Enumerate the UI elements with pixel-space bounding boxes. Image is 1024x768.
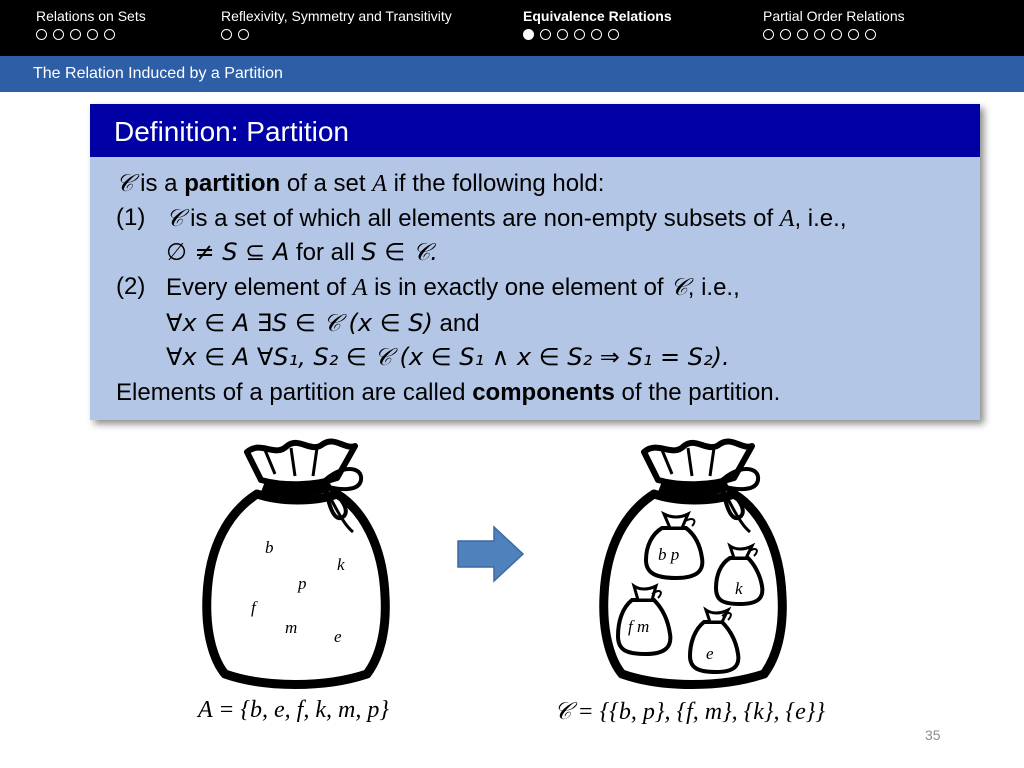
definition-text: , i.e., <box>687 274 740 301</box>
nav-dots <box>36 29 121 40</box>
nav-section-title[interactable]: Equivalence Relations <box>523 8 672 24</box>
nav-dots <box>523 29 625 40</box>
set-formula <box>198 697 389 724</box>
nav-slide-dot[interactable] <box>780 29 791 40</box>
math-expression: S ∈ 𝒞. <box>361 238 438 266</box>
nav-slide-dot[interactable] <box>221 29 232 40</box>
math-expression: ∀x ∈ A ∃S ∈ 𝒞 (x ∈ S) <box>166 309 433 337</box>
definition-text: is in exactly one element of <box>367 274 671 301</box>
definition-term: components <box>472 379 615 406</box>
element-label: p <box>298 574 307 593</box>
set-symbol: A <box>352 275 368 301</box>
nav-slide-dot[interactable] <box>238 29 249 40</box>
page-number: 35 <box>925 727 941 743</box>
definition-text: if the following hold: <box>386 170 605 197</box>
component-label: f m <box>628 617 650 636</box>
subsection-bar <box>0 56 1024 92</box>
set-symbol: A <box>372 171 387 197</box>
nav-slide-dot[interactable] <box>797 29 808 40</box>
element-label: m <box>285 618 298 637</box>
nav-slide-dot[interactable] <box>763 29 774 40</box>
definition-title: Definition: Partition <box>114 116 350 147</box>
element-label: k <box>337 555 345 574</box>
partition-bag-illustration <box>592 436 792 696</box>
condition-number: (1) <box>116 204 146 231</box>
nav-slide-dot[interactable] <box>591 29 602 40</box>
math-expression: 𝒞 = {{b, p}, {f, m}, {k}, {e}} <box>554 699 825 725</box>
nav-dots <box>221 29 255 40</box>
component-label: b p <box>658 545 680 564</box>
nav-slide-dot[interactable] <box>848 29 859 40</box>
nav-slide-dot[interactable] <box>831 29 842 40</box>
definition-text: is a <box>133 170 185 197</box>
subsection-title[interactable]: The Relation Induced by a Partition <box>33 65 283 82</box>
nav-slide-dot[interactable] <box>865 29 876 40</box>
element-label: b <box>265 538 274 557</box>
definition-line-5 <box>166 308 480 339</box>
nav-section-title[interactable]: Relations on Sets <box>36 8 146 24</box>
nav-slide-dot[interactable] <box>574 29 585 40</box>
partition-symbol: 𝒞 <box>670 273 688 301</box>
element-label: e <box>334 627 342 646</box>
nav-slide-dot[interactable] <box>87 29 98 40</box>
definition-text: of a set <box>280 170 373 197</box>
set-bag-illustration <box>195 436 395 696</box>
math-expression: ∅ ≠ S ⊆ A <box>166 238 290 266</box>
definition-text: for all <box>289 239 362 266</box>
nav-slide-dot[interactable] <box>53 29 64 40</box>
definition-line-4 <box>116 272 145 302</box>
definition-line-3 <box>166 237 438 268</box>
definition-line-4-text <box>166 272 740 303</box>
nav-slide-dot[interactable] <box>523 29 534 40</box>
partition-symbol: 𝒞 <box>166 204 184 232</box>
definition-block <box>90 104 980 420</box>
component-label: k <box>735 579 743 598</box>
nav-dots <box>763 29 882 40</box>
top-navigation <box>0 0 1024 56</box>
definition-line-6 <box>166 342 730 373</box>
set-symbol: A <box>779 206 795 232</box>
definition-line-7 <box>116 378 780 408</box>
definition-text: of the partition. <box>614 379 781 406</box>
definition-text: , i.e., <box>794 205 847 232</box>
element-label: f <box>251 598 256 617</box>
definition-text: and <box>432 310 480 337</box>
partition-symbol: 𝒞 <box>116 169 134 197</box>
definition-text: Elements of a partition are called <box>116 379 473 406</box>
nav-slide-dot[interactable] <box>557 29 568 40</box>
nav-section-title[interactable]: Reflexivity, Symmetry and Transitivity <box>221 8 452 24</box>
definition-text: Every element of <box>166 274 353 301</box>
nav-section-title[interactable]: Partial Order Relations <box>763 8 905 24</box>
math-expression: ∀x ∈ A ∀S₁, S₂ ∈ 𝒞 (x ∈ S₁ ∧ x ∈ S₂ ⇒ S₁ = S₂). <box>166 343 730 371</box>
nav-slide-dot[interactable] <box>104 29 115 40</box>
component-label: e <box>706 644 714 663</box>
math-expression: A = {b, e, f, k, m, p} <box>198 697 389 723</box>
partition-formula <box>554 699 825 726</box>
definition-line-1 <box>116 168 604 199</box>
nav-slide-dot[interactable] <box>608 29 619 40</box>
condition-number: (2) <box>116 273 146 300</box>
nav-slide-dot[interactable] <box>70 29 81 40</box>
nav-slide-dot[interactable] <box>814 29 825 40</box>
definition-line-2 <box>116 203 145 233</box>
definition-header <box>90 104 980 157</box>
definition-line-2-text <box>166 203 847 234</box>
arrow-right-icon <box>456 525 526 583</box>
definition-term: partition <box>184 170 281 197</box>
nav-slide-dot[interactable] <box>540 29 551 40</box>
nav-slide-dot[interactable] <box>36 29 47 40</box>
definition-text: is a set of which all elements are non-empty subsets of <box>183 205 780 232</box>
